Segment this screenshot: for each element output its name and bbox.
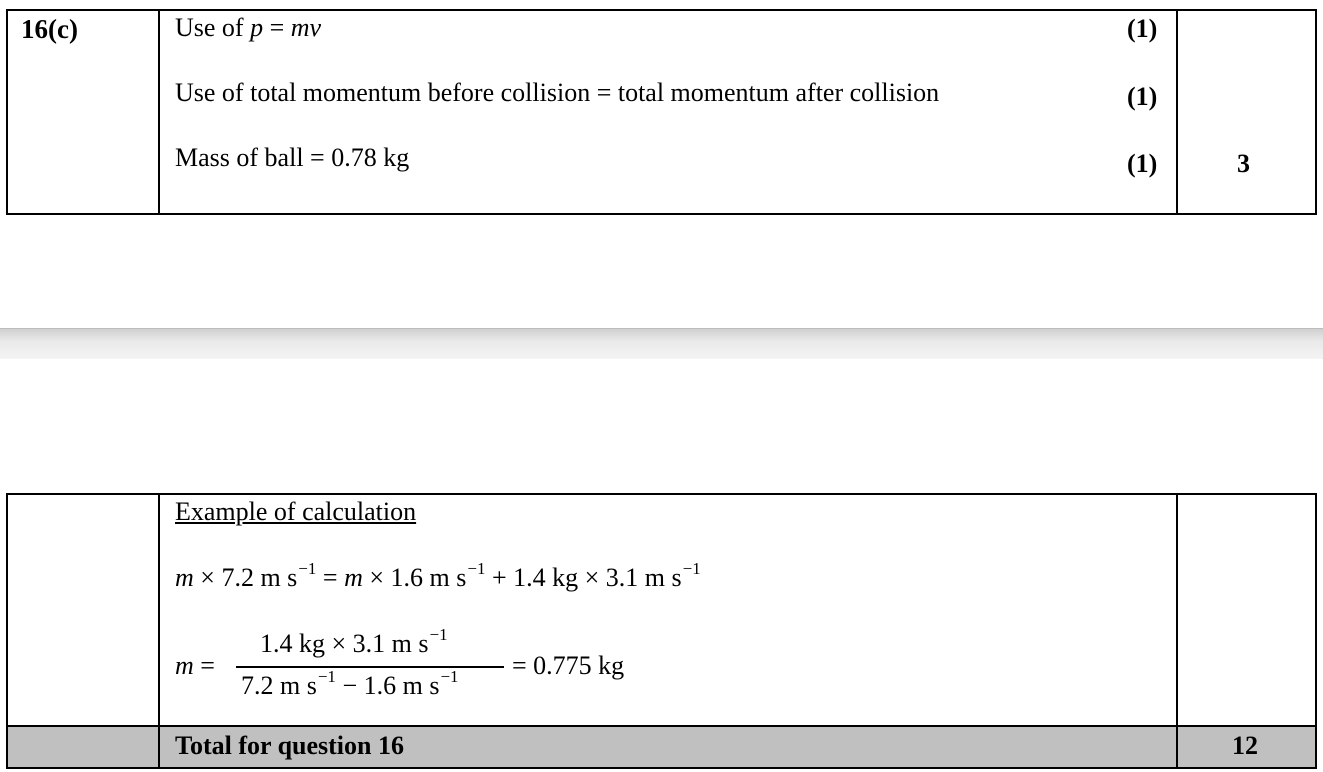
column-divider: [158, 9, 160, 215]
column-divider: [1176, 725, 1178, 769]
eq1-exp1: −1: [298, 559, 317, 578]
mark-point-1-prefix: Use of: [175, 13, 251, 42]
mark-2: (1): [1127, 82, 1158, 111]
eq2-lhs: [175, 650, 215, 682]
eq2-result: = 0.775 kg: [512, 651, 625, 680]
question-number: 16(c): [21, 14, 78, 44]
formula-mv: mv: [290, 13, 322, 42]
symbol-m: m: [175, 651, 194, 680]
eq2-equals: =: [193, 651, 215, 680]
formula-p: p: [250, 13, 264, 42]
total-label: Total for question 16: [175, 731, 404, 760]
eq1-term3: + 1.4 kg × 3.1 m s: [485, 563, 682, 592]
example-heading: Example of calculation: [175, 497, 417, 526]
column-divider: [158, 725, 160, 769]
column-divider: [1176, 9, 1178, 215]
fraction-bar: [236, 666, 504, 668]
formula-equals: =: [263, 13, 291, 42]
eq1-equals: =: [316, 563, 345, 592]
part-total-marks: 3: [1237, 149, 1250, 178]
fraction-numerator: [260, 625, 448, 663]
mark-point-2: Use of total momentum before collision = total momentum after collision: [175, 78, 940, 107]
symbol-m: m: [344, 563, 363, 592]
equation-momentum: [175, 559, 701, 597]
total-value: 12: [1232, 731, 1258, 760]
fraction-denominator: [241, 667, 459, 705]
symbol-m: m: [175, 563, 194, 592]
mark-point-1: [175, 12, 321, 44]
mark-3: (1): [1127, 149, 1158, 178]
eq1-term1: × 7.2 m s: [193, 563, 298, 592]
page-break: [0, 328, 1323, 359]
mark-point-3: Mass of ball = 0.78 kg: [175, 143, 410, 172]
numerator-text: 1.4 kg × 3.1 m s: [260, 629, 429, 658]
denominator-a-exp: −1: [317, 667, 336, 686]
numerator-exp: −1: [429, 625, 448, 644]
denominator-b-exp: −1: [440, 667, 459, 686]
denominator-a: 7.2 m s: [241, 671, 317, 700]
eq1-term2: × 1.6 m s: [362, 563, 467, 592]
denominator-b: − 1.6 m s: [335, 671, 440, 700]
eq1-exp2: −1: [467, 559, 486, 578]
eq1-exp3: −1: [682, 559, 701, 578]
mark-1: (1): [1127, 14, 1158, 43]
